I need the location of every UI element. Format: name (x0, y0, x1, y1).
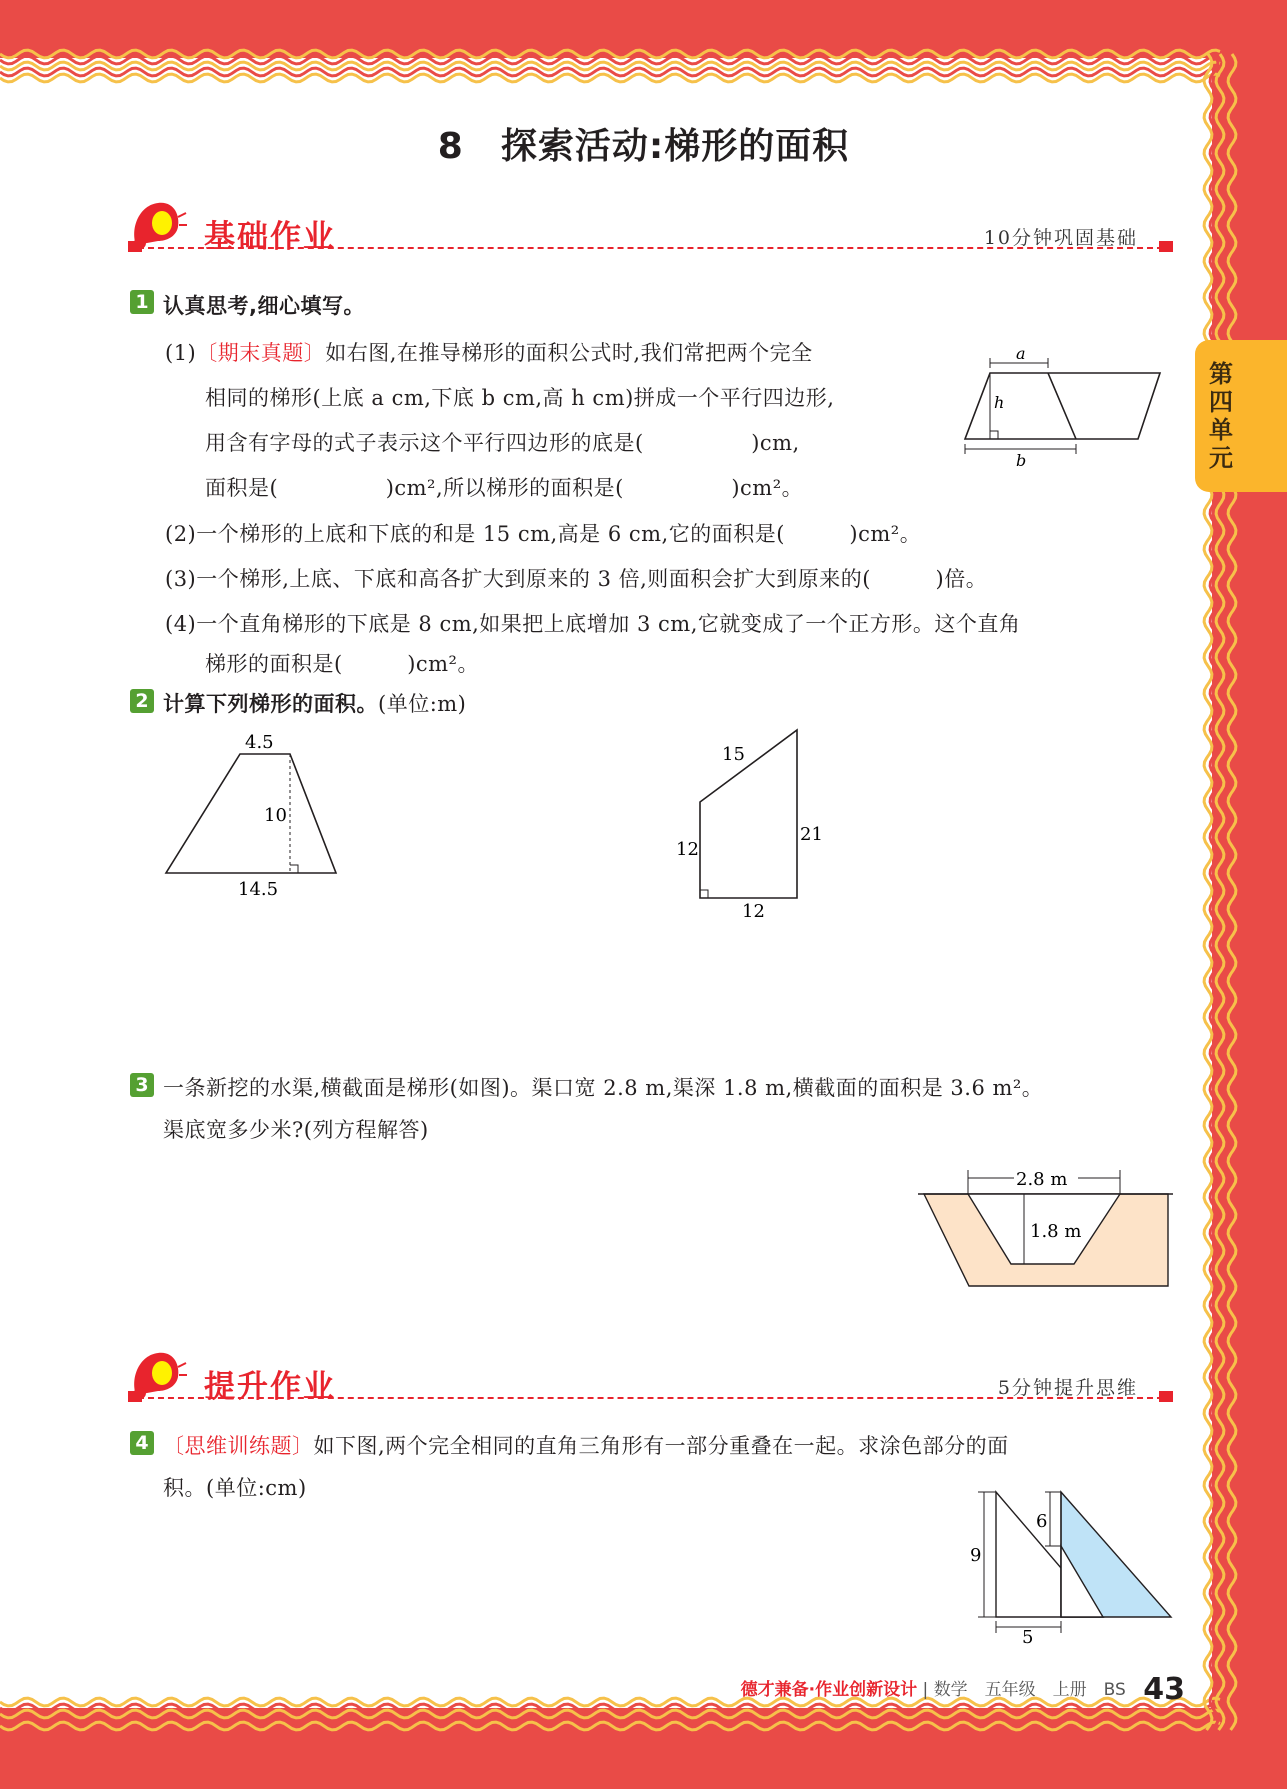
left-side-label: 12 (676, 839, 699, 860)
section-divider (128, 247, 1173, 249)
section-name: 提升作业 (204, 1369, 336, 1405)
height-label: 9 (970, 1545, 982, 1566)
q1-part4-line2: 梯形的面积是( )cm²。 (205, 652, 479, 676)
q3-line2: 渠底宽多少米?(列方程解答) (163, 1118, 429, 1142)
q1-part2: (2)一个梯形的上底和下底的和是 15 cm,高是 6 cm,它的面积是( )cm²。 (165, 522, 922, 546)
unit-text: (单位:m) (378, 692, 467, 716)
heading-text: 计算下列梯形的面积。 (163, 692, 378, 716)
trapezoid-figure-2 (670, 720, 840, 925)
q4-text: 如下图,两个完全相同的直角三角形有一部分重叠在一起。求涂色部分的面 (313, 1434, 1009, 1458)
page-title: 8 探索活动:梯形的面积 (437, 126, 850, 167)
q1-part1-line4: 面积是( )cm²,所以梯形的面积是( )cm²。 (205, 476, 804, 500)
divider-cap-left (128, 241, 142, 252)
triangles-figure (960, 1485, 1175, 1645)
top-base-label: 4.5 (245, 732, 274, 753)
section-hint: 10分钟巩固基础 (983, 227, 1138, 249)
label-b: b (1016, 451, 1027, 470)
right-angle-mark (990, 431, 998, 439)
shift-label: 5 (1022, 1627, 1034, 1645)
trapezoid-figure-1 (160, 728, 350, 903)
label-a: a (1016, 345, 1026, 363)
parallelogram-figure (960, 345, 1170, 470)
question-number: 4 (130, 1431, 154, 1455)
page-footer (740, 1668, 1185, 1707)
question-heading (163, 688, 466, 718)
q1-part3: (3)一个梯形,上底、下底和高各扩大到原来的 3 倍,则面积会扩大到原来的( )倍。 (165, 567, 988, 591)
q1-part1-line1 (165, 337, 813, 367)
q1-part1-line3: 用含有字母的式子表示这个平行四边形的底是( )cm, (205, 431, 800, 455)
width-label: 2.8 m (1016, 1169, 1068, 1190)
right-angle-mark (290, 865, 298, 873)
question-number: 2 (130, 689, 154, 713)
q4-line2: 积。(单位:cm) (163, 1476, 307, 1500)
depth-label: 1.8 m (1030, 1221, 1082, 1242)
right-trapezoid-outline (700, 730, 797, 898)
section-hint: 5分钟提升思维 (997, 1377, 1138, 1399)
section-header-advanced (128, 1355, 1173, 1411)
q3-line1: 一条新挖的水渠,横截面是梯形(如图)。渠口宽 2.8 m,渠深 1.8 m,横截面的面积是 3.6 m²。 (163, 1076, 1044, 1100)
page-number: 43 (1143, 1672, 1185, 1707)
q1-part1-line2: 相同的梯形(上底 a cm,下底 b cm,高 h cm)拼成一个平行四边形, (205, 386, 835, 410)
split-line (1048, 373, 1076, 439)
unit-side-tab (1195, 340, 1287, 492)
label-h: h (994, 393, 1005, 412)
divider-cap-right (1159, 1391, 1173, 1402)
trapezoid-outline (166, 754, 336, 873)
question-number: 1 (130, 290, 154, 314)
side-tab-label: 第四单元 (1209, 360, 1233, 472)
thinking-tag: 〔思维训练题〕 (163, 1434, 314, 1458)
part-label: (1) (165, 341, 197, 365)
q4-line1 (163, 1430, 1009, 1460)
bottom-base-label: 14.5 (238, 879, 279, 900)
footer-separator: | (922, 1680, 934, 1700)
bottom-label: 12 (742, 901, 765, 922)
q1-part4-line1: (4)一个直角梯形的下底是 8 cm,如果把上底增加 3 cm,它就变成了一个正方形。这个直角 (165, 612, 1021, 636)
question-heading: 认真思考,细心填写。 (163, 294, 365, 318)
part-label: 6 (1036, 1511, 1048, 1532)
question-number: 3 (130, 1073, 154, 1097)
section-name: 基础作业 (204, 219, 336, 255)
part-text: 如右图,在推导梯形的面积公式时,我们常把两个完全 (325, 341, 813, 365)
footer-brand: 德才兼备·作业创新设计 (740, 1680, 918, 1700)
divider-cap-right (1159, 241, 1173, 252)
divider-cap-left (128, 1391, 142, 1402)
section-header-basic (128, 205, 1173, 261)
right-side-label: 21 (800, 824, 823, 845)
section-divider (128, 1397, 1173, 1399)
height-label: 10 (264, 805, 287, 826)
exam-tag: 〔期末真题〕 (196, 341, 326, 365)
footer-info: 数学 五年级 上册 BS (933, 1680, 1126, 1700)
right-angle-mark (700, 890, 708, 898)
canal-figure (918, 1160, 1173, 1295)
slant-label: 15 (722, 744, 745, 765)
